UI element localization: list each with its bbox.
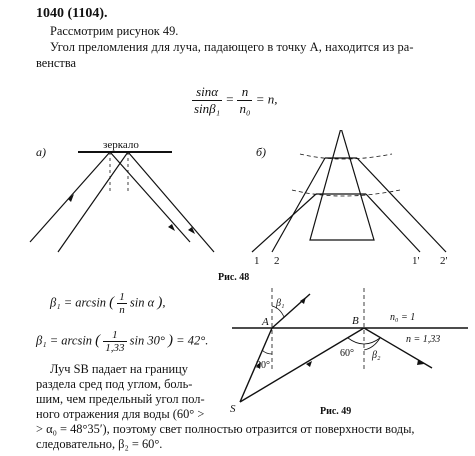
sin-beta1: sinβ₁ (194, 101, 221, 116)
beta1-num-frac (103, 329, 126, 354)
beta1-num-frac-den: 1,33 (105, 342, 125, 354)
arc-30 (262, 350, 272, 354)
beta1-num-frac-num: 1 (103, 329, 126, 342)
beta1-end: , (162, 295, 166, 310)
n0-denominator: n₀ (239, 101, 251, 116)
label-n: n = 1,33 (406, 334, 441, 345)
label-angle-60: 60° (340, 348, 354, 359)
sin-ratio (192, 84, 222, 117)
figure-49-caption: Рис. 49 (320, 406, 352, 417)
refraction-line-2: венства (36, 56, 77, 70)
problem-number: 1040 (1104). (36, 6, 108, 21)
ray-label-1p: 1' (412, 255, 420, 267)
incident-ray-2 (58, 152, 128, 252)
beta1-num-tail: sin 30° (129, 333, 165, 348)
incident-ray-1 (30, 152, 110, 242)
label-S: S (230, 403, 236, 415)
sin-alpha: sinα (192, 84, 222, 101)
label-angle-30: 30° (256, 360, 270, 371)
ray-label-1: 1 (254, 255, 260, 267)
ray-out-1 (366, 194, 420, 252)
beta1-tail: sin α (129, 295, 155, 310)
formula-rhs: = n, (255, 91, 278, 107)
beta1-symbolic: β₁ = arcsin ( $\frac{1}{n}$ sin α ), (50, 291, 166, 316)
label-n0: n₀ = 1 (390, 312, 416, 323)
beta1-frac (117, 291, 127, 316)
beta1-num-lhs: β₁ = arcsin (36, 333, 93, 348)
label-beta1: β₁ (276, 298, 285, 309)
panel-b-label: б) (256, 145, 267, 159)
n-numerator: n (237, 84, 252, 101)
figure-48-caption: Рис. 48 (218, 272, 250, 283)
refraction-line-1: Угол преломления для луча, падающего в точку A, находится из ра- (50, 40, 414, 54)
reflected-ray-2 (128, 152, 214, 252)
panel-a-label: а) (36, 145, 46, 159)
reflected-ray-1 (110, 152, 190, 242)
para-line-1: Луч SB падает на границу (50, 362, 188, 376)
beta1-frac-num: 1 (119, 291, 125, 303)
intro-line: Рассмотрим рисунок 49. (50, 24, 179, 38)
label-beta2: β₂ (372, 350, 381, 361)
label-B: B (352, 315, 359, 327)
ray-label-2: 2 (274, 255, 280, 267)
figure-48 (0, 130, 475, 290)
beta1-numeric: β₁ = arcsin ( $\frac{1}{1,33}$ sin 30° ) = 42°. (36, 329, 209, 354)
beta1-num-result: = 42°. (176, 333, 209, 348)
para-line-5: > α₀ = 48°35′), поэтому свет полностью отразится от поверхности воды, (36, 422, 415, 436)
para-line-4: ного отражения для воды (60° > (36, 407, 205, 421)
para-line-3: шим, чем предельный угол пол- (36, 392, 205, 406)
beta1-lhs: β₁ = arcsin (50, 295, 107, 310)
para-line-2: раздела сред под углом, боль- (36, 377, 193, 391)
arrow-2 (168, 224, 175, 231)
n-ratio (237, 84, 252, 117)
beta1-frac-den: n (119, 304, 125, 316)
mirror-label: зеркало (103, 139, 139, 151)
prism-outline (310, 130, 374, 240)
ray-in-1 (252, 194, 316, 252)
wavefront-2 (292, 190, 400, 196)
ray-out-2 (357, 158, 446, 252)
ray-label-2p: 2' (440, 255, 448, 267)
figure-49 (228, 284, 475, 420)
snell-formula: $\frac{\sin\alpha}{\text{sinβ₁}}$ = $\frac{n}{\text{n₀}}$ = n, (194, 84, 278, 116)
ray-in-2 (272, 158, 325, 252)
label-A: A (262, 316, 269, 328)
para-line-6: следовательно, β₂ = 60°. (36, 437, 163, 451)
